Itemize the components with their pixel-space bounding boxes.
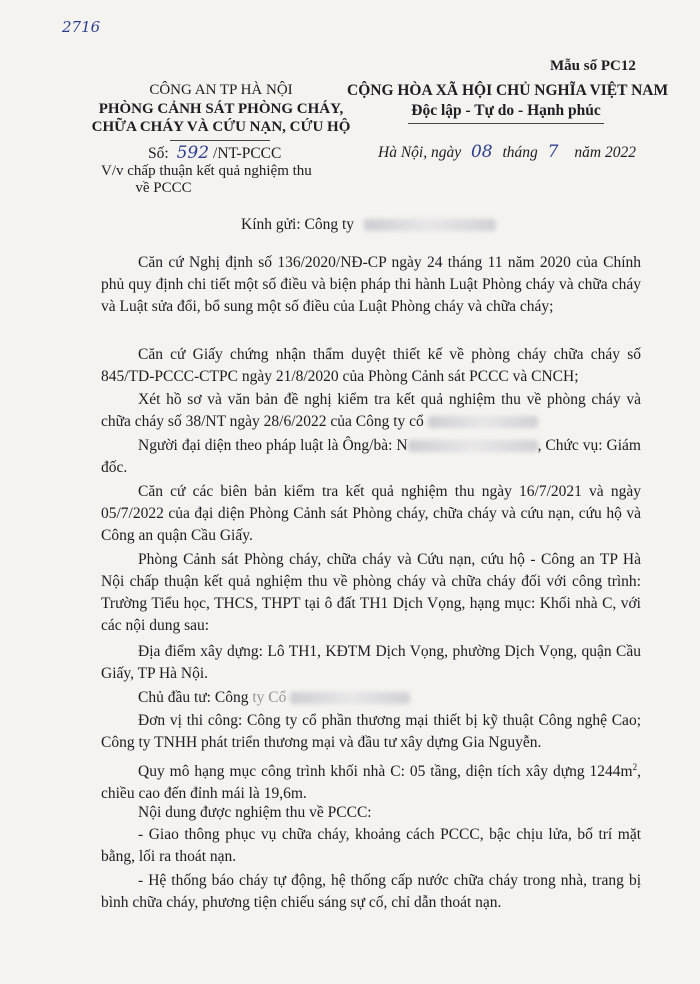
redacted-company-name: [364, 219, 496, 231]
scale-text: Quy mô hạng mục công trình khối nhà C: 05 tầng, diện tích xây dựng 1244m: [138, 763, 633, 781]
redacted-representative-name: [408, 440, 538, 452]
representative-role: , Chức vụ: Giám đốc.: [101, 437, 641, 476]
date-prefix: Hà Nội, ngày: [378, 144, 462, 161]
scale-superscript: 2: [632, 762, 638, 772]
list-item-fire-access: - Giao thông phục vụ chữa cháy, khoảng cách PCCC, bậc chịu lửa, bố trí mặt bằng, lối ra thoát nạn.: [101, 826, 641, 865]
paragraph-approval: Phòng Cảnh sát Phòng cháy, chữa cháy và Cứu nạn, cứu hộ - Công an TP Hà Nội chấp thuận kết quả nghiệm thu về phòng cháy và chữa cháy đối với công trình: Trường Tiểu học, THCS, THPT tại ô đất TH1 Dịch Vọng, hạng mục: Khối nhà C, với các nội dung sau:: [101, 551, 641, 634]
representative-text: Người đại diện theo pháp luật là Ông/bà:: [138, 437, 393, 454]
corner-handwritten-note: 2716: [62, 18, 101, 36]
paragraph-investor: [101, 687, 641, 709]
subject-line1: V/v chấp thuận kết quả nghiệm thu: [101, 163, 312, 179]
representative-initial: N: [396, 437, 408, 454]
date-month-word: tháng: [502, 144, 538, 161]
date-year: năm 2022: [574, 144, 636, 161]
country-name: CỘNG HÒA XÃ HỘI CHỦ NGHĨA VIỆT NAM: [347, 82, 669, 99]
paragraph-acceptance-scope: Nội dung được nghiệm thu về PCCC:: [138, 804, 372, 821]
issue-date: [378, 142, 636, 162]
paragraph-building-scale: [101, 756, 641, 805]
salutation: [241, 216, 496, 234]
redacted-company: [428, 416, 538, 428]
investor-text-faded: ty Cổ: [252, 689, 287, 706]
document-number: [148, 143, 281, 163]
number-suffix: /NT-PCCC: [213, 145, 282, 162]
paragraph-dossier: [101, 389, 641, 433]
scale-text-end: , chiều cao đến đỉnh mái là 19,6m.: [101, 763, 641, 803]
form-code: Mẫu số PC12: [550, 58, 636, 74]
date-day: 08: [470, 142, 493, 162]
left-header-rule: [170, 140, 270, 141]
paragraph-construction-site: Địa điểm xây dựng: Lô TH1, KĐTM Dịch Vọng, phường Dịch Vọng, quận Cầu Giấy, TP Hà Nội.: [101, 643, 641, 682]
paragraph-dossier-end: cổ: [409, 413, 424, 430]
paragraph-inspection-records: Căn cứ các biên bản kiểm tra kết quả nghiệm thu ngày 16/7/2021 và ngày 05/7/2022 của đại diện Phòng Cảnh sát Phòng cháy, chữa cháy và cứu nạn, cứu hộ và Công an quận Cầu Giấy.: [101, 483, 641, 544]
number-prefix: Số:: [148, 145, 169, 162]
paragraph-dossier-text: Xét hồ sơ và văn bản đề nghị kiểm tra kết quả nghiệm thu về phòng cháy và chữa cháy số 38/NT ngày 28/6/2022 của Công ty: [101, 391, 641, 430]
salutation-text: Kính gửi: Công ty: [241, 216, 355, 233]
subject-line2: về PCCC: [135, 180, 192, 196]
paragraph-design-approval: Căn cứ Giấy chứng nhận thẩm duyệt thiết kế về phòng cháy chữa cháy số 845/TD-PCCC-CTPC ngày 21/8/2020 của Phòng Cảnh sát PCCC và CNCH;: [101, 346, 641, 385]
org-name-dept-line1: PHÒNG CẢNH SÁT PHÒNG CHÁY,: [98, 101, 344, 117]
paragraph-contractor: Đơn vị thi công: Công ty cổ phần thương mại thiết bị kỹ thuật Công nghệ Cao; Công ty TNHH phát triển thương mại và đầu tư xây dựng Gia Nguyễn.: [101, 712, 641, 751]
investor-text: Chủ đầu tư: Công: [138, 689, 249, 706]
list-item-fire-systems: - Hệ thống báo cháy tự động, hệ thống cấp nước chữa cháy trong nhà, trang bị bình chữa cháy, phương tiện chiếu sáng sự cố, chỉ dẫn thoát nạn.: [101, 872, 641, 911]
redacted-investor-name: [290, 692, 410, 704]
national-motto: Độc lập - Tự do - Hạnh phúc: [411, 102, 601, 119]
paragraph-legal-basis-decree: Căn cứ Nghị định số 136/2020/NĐ-CP ngày 24 tháng 11 năm 2020 của Chính phủ quy định chi tiết một số điều và biện pháp thi hành Luật Phòng cháy và chữa cháy và Luật sửa đổi, bổ sung một số điều của Luật Phòng cháy và chữa cháy;: [101, 254, 641, 315]
number-handwritten: 592: [176, 143, 210, 163]
paragraph-legal-representative: [101, 435, 641, 479]
org-name-police: CÔNG AN TP HÀ NỘI: [149, 82, 293, 98]
org-name-dept-line2: CHỮA CHÁY VÀ CỨU NẠN, CỨU HỘ: [91, 119, 351, 135]
right-header-rule: [408, 123, 604, 124]
date-month: 7: [547, 142, 559, 162]
